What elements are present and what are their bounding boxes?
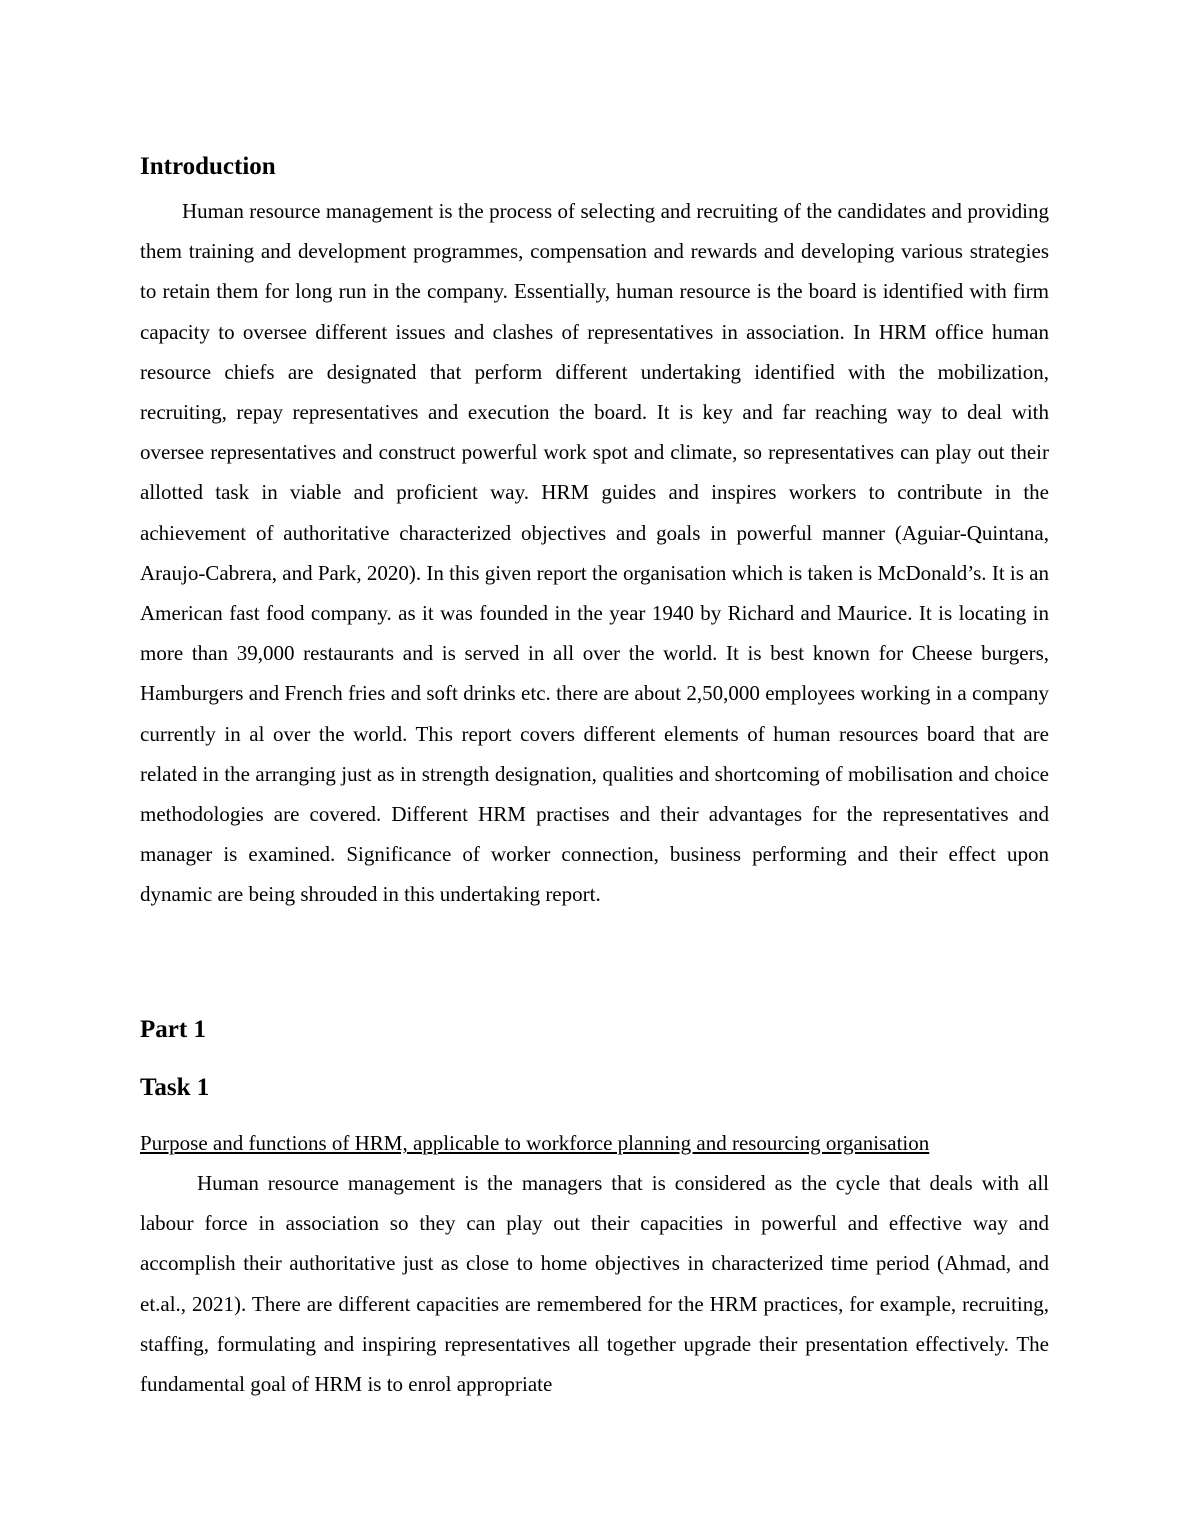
part-heading: Part 1 xyxy=(140,1016,206,1043)
section-subheading: Purpose and functions of HRM, applicable to workforce planning and resourcing organisation xyxy=(140,1131,930,1155)
section-paragraph: Human resource management is the managers that is considered as the cycle that deals with all labour force in association so they can play out their capacities in powerful and effective way and accomplish their authoritative just as close to home objectives in characterized time period (Ahmad, and et.al., 2021). There are different capacities are remembered for the HRM practices, for example, recruiting, staffing, formulating and inspiring representatives all together upgrade their presentation effectively. The fundamental goal of HRM is to enrol appropriate xyxy=(140,1171,1049,1397)
intro-paragraph: Human resource management is the process of selecting and recruiting of the candidates and providing them training and development programmes, compensation and rewards and developing various strategies to retain them for long run in the company. Essentially, human resource is the board is identified with firm capacity to oversee different issues and clashes of representatives in association. In HRM office human resource chiefs are designated that perform different undertaking identified with the mobilization, recruiting, repay representatives and execution the board. It is key and far reaching way to deal with oversee representatives and construct powerful work spot and climate, so representatives can play out their allotted task in viable and proficient way. HRM guides and inspires workers to contribute in the achievement of authoritative characterized objectives and goals in powerful manner (Aguiar-Quintana, Araujo-Cabrera, and Park, 2020). In this given report the organisation which is taken is McDonald’s. It is an American fast food company. as it was founded in the year 1940 by Richard and Maurice. It is locating in more than 39,000 restaurants and is served in all over the world. It is best known for Cheese burgers, Hamburgers and French fries and soft drinks etc. there are about 2,50,000 employees working in a company currently in al over the world. This report covers different elements of human resources board that are related in the arranging just as in strength designation, qualities and shortcoming of mobilisation and choice methodologies are covered. Different HRM practises and their advantages for the representatives and manager is examined. Significance of worker connection, business performing and their effect upon dynamic are being shrouded in this undertaking report. xyxy=(140,199,1049,907)
task-heading: Task 1 xyxy=(140,1074,210,1101)
intro-heading: Introduction xyxy=(140,153,276,180)
